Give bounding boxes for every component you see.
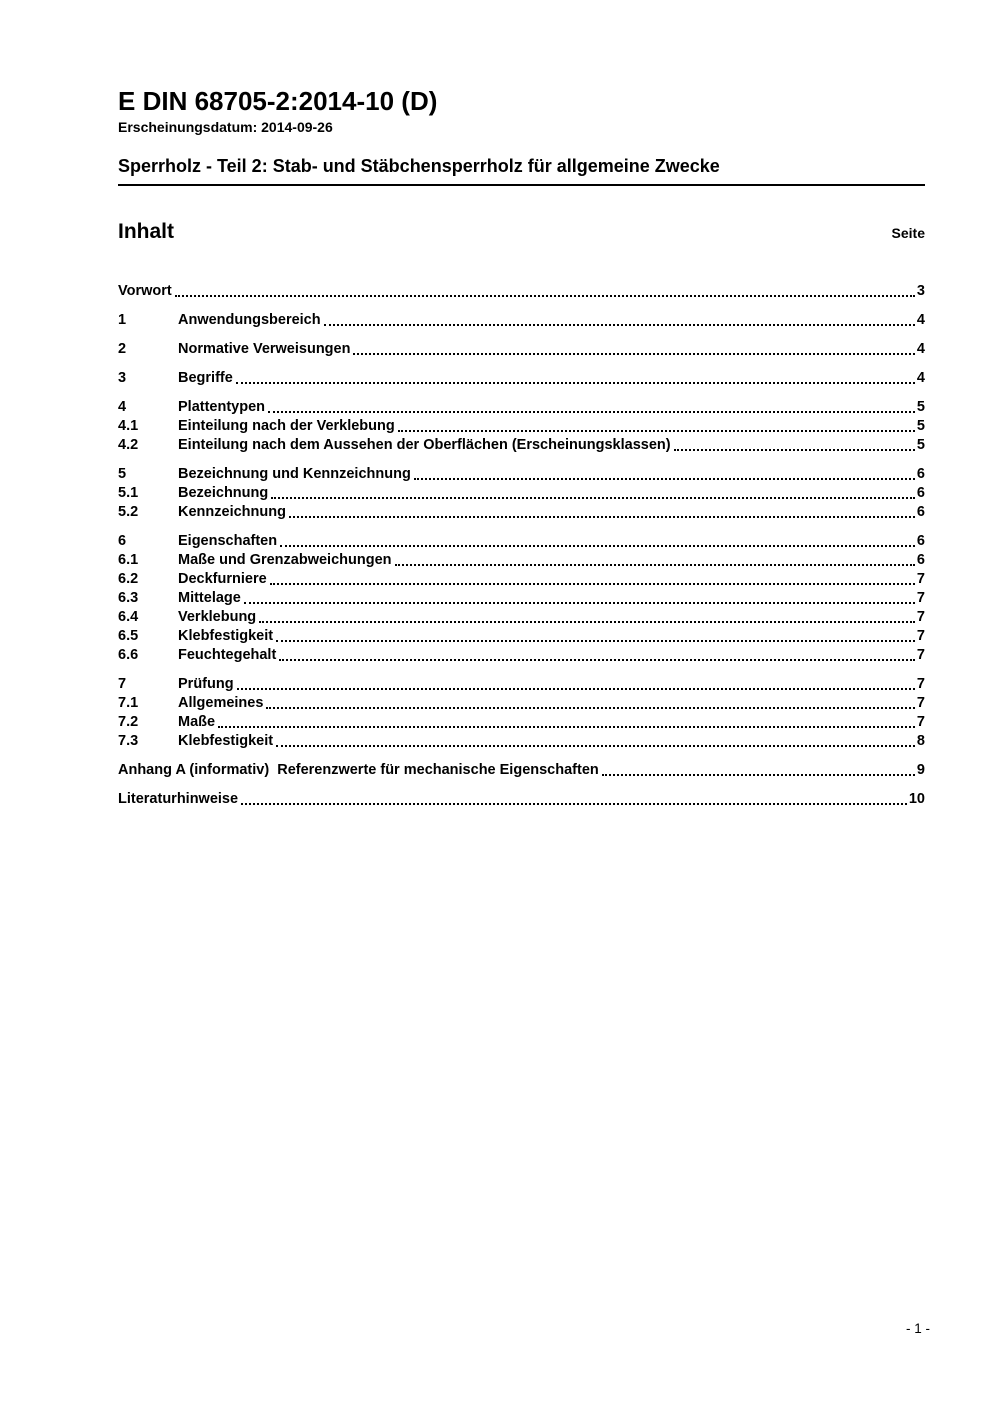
toc-entry-number: 7.3 [118,733,139,749]
toc-dotted-leader [276,745,915,747]
toc-entry[interactable] [118,761,925,780]
toc-entry-title[interactable]: Bezeichnung [178,485,269,501]
toc-entry-page: 7 [916,609,925,625]
toc-entry[interactable] [118,694,925,713]
toc-entry-page: 6 [916,466,925,482]
toc-entry[interactable] [118,713,925,732]
toc-entry-page: 7 [916,695,925,711]
toc-entry-number: 2 [118,341,127,357]
toc-entry-title[interactable]: Mittelage [178,590,241,606]
toc-entry[interactable] [118,627,925,646]
toc-dotted-leader [414,478,915,480]
toc-entry-page: 6 [916,485,925,501]
toc-entry-title[interactable]: Feuchtegehalt [178,647,277,663]
toc-entry-page: 7 [916,676,925,692]
toc-entry-title[interactable]: Maße und Grenzabweichungen [178,552,392,568]
toc-entry-page: 6 [916,552,925,568]
document-title: Sperrholz - Teil 2: Stab- und Stäbchensperrholz für allgemeine Zwecke [118,156,925,186]
toc-entry-number: 7.1 [118,695,139,711]
toc-entry-title[interactable]: Normative Verweisungen [178,341,351,357]
toc-entry-number: 1 [118,312,127,328]
toc-dotted-leader [324,324,915,326]
toc-entry[interactable] [118,675,925,694]
toc-entry[interactable] [118,311,925,330]
toc-entry-page: 3 [916,283,925,299]
toc-entry[interactable] [118,436,925,455]
toc-entry-number: 6 [118,533,127,549]
toc-entry[interactable] [118,589,925,608]
toc-dotted-leader [271,497,915,499]
toc-entry-page: 9 [916,762,925,778]
toc-entry-page: 6 [916,504,925,520]
table-of-contents [118,272,925,809]
toc-dotted-leader [237,688,915,690]
toc-dotted-leader [270,583,915,585]
toc-entry-page: 7 [916,647,925,663]
toc-entry-number: 6.4 [118,609,139,625]
toc-entry-title[interactable]: Vorwort [118,283,172,299]
toc-dotted-leader [244,602,915,604]
toc-entry[interactable] [118,465,925,484]
toc-entry-page: 5 [916,418,925,434]
toc-dotted-leader [175,295,915,297]
toc-dotted-leader [289,516,915,518]
toc-entry-title[interactable]: Deckfurniere [178,571,267,587]
toc-entry[interactable] [118,484,925,503]
toc-entry-page: 5 [916,399,925,415]
publication-date: Erscheinungsdatum: 2014-09-26 [118,119,333,135]
toc-entry[interactable] [118,532,925,551]
toc-entry[interactable] [118,398,925,417]
toc-entry-title[interactable]: Kennzeichnung [178,504,286,520]
toc-entry-number: 4 [118,399,127,415]
toc-dotted-leader [266,707,915,709]
toc-entry-title[interactable]: Literaturhinweise [118,791,239,807]
toc-dotted-leader [268,411,915,413]
toc-dotted-leader [398,430,915,432]
toc-entry-page: 7 [916,714,925,730]
toc-entry[interactable] [118,608,925,627]
toc-entry-title[interactable]: Prüfung [178,676,234,692]
toc-entry-page: 6 [916,533,925,549]
toc-entry[interactable] [118,732,925,751]
toc-entry-title[interactable]: Einteilung nach der Verklebung [178,418,395,434]
footer-page-number: - 1 - [905,1321,930,1336]
toc-entry[interactable] [118,282,925,301]
toc-entry-page: 10 [908,791,925,807]
toc-entry[interactable] [118,503,925,522]
toc-entry-number: 6.3 [118,590,139,606]
toc-dotted-leader [279,659,915,661]
toc-entry-number: 6.2 [118,571,139,587]
page-column-label: Seite [891,225,925,241]
toc-entry-page: 5 [916,437,925,453]
toc-entry-number: 5 [118,466,127,482]
toc-heading: Inhalt [118,220,174,243]
toc-entry-page: 4 [916,341,925,357]
toc-dotted-leader [241,803,907,805]
toc-entry-title[interactable]: Anhang A (informativ) Referenzwerte für mechanische Eigenschaften [118,762,599,778]
toc-entry[interactable] [118,551,925,570]
toc-entry-title[interactable]: Maße [178,714,216,730]
toc-entry[interactable] [118,646,925,665]
document-number: E DIN 68705-2:2014-10 (D) [118,86,438,116]
toc-dotted-leader [276,640,915,642]
toc-dotted-leader [236,382,915,384]
toc-entry-title[interactable]: Klebfestigkeit [178,733,274,749]
toc-entry-number: 3 [118,370,127,386]
toc-entry-title[interactable]: Allgemeines [178,695,264,711]
toc-entry-title[interactable]: Bezeichnung und Kennzeichnung [178,466,411,482]
toc-entry[interactable] [118,369,925,388]
toc-entry-page: 8 [916,733,925,749]
toc-entry[interactable] [118,340,925,359]
toc-entry-title[interactable]: Einteilung nach dem Aussehen der Oberflächen (Erscheinungsklassen) [178,437,671,453]
toc-dotted-leader [353,353,914,355]
toc-dotted-leader [602,774,915,776]
toc-entry-number: 4.1 [118,418,139,434]
toc-entry-number: 5.2 [118,504,139,520]
toc-entry-title[interactable]: Anwendungsbereich [178,312,321,328]
toc-entry[interactable] [118,417,925,436]
toc-entry[interactable] [118,790,925,809]
toc-entry-title[interactable]: Eigenschaften [178,533,278,549]
toc-entry-number: 6.1 [118,552,139,568]
toc-dotted-leader [259,621,915,623]
toc-dotted-leader [395,564,915,566]
toc-dotted-leader [280,545,915,547]
toc-entry-number: 6.6 [118,647,139,663]
toc-entry-page: 4 [916,370,925,386]
toc-dotted-leader [674,449,915,451]
toc-entry-number: 5.1 [118,485,139,501]
toc-entry-page: 7 [916,628,925,644]
toc-entry-title[interactable]: Plattentypen [178,399,266,415]
toc-entry-page: 7 [916,590,925,606]
toc-entry-number: 6.5 [118,628,139,644]
toc-entry-number: 4.2 [118,437,139,453]
toc-entry-page: 7 [916,571,925,587]
toc-entry-title[interactable]: Klebfestigkeit [178,628,274,644]
toc-entry-title[interactable]: Verklebung [178,609,257,625]
toc-entry-number: 7 [118,676,127,692]
toc-header-row [118,220,925,244]
toc-entry-title[interactable]: Begriffe [178,370,233,386]
toc-entry[interactable] [118,570,925,589]
toc-entry-number: 7.2 [118,714,139,730]
toc-entry-page: 4 [916,312,925,328]
toc-dotted-leader [218,726,915,728]
